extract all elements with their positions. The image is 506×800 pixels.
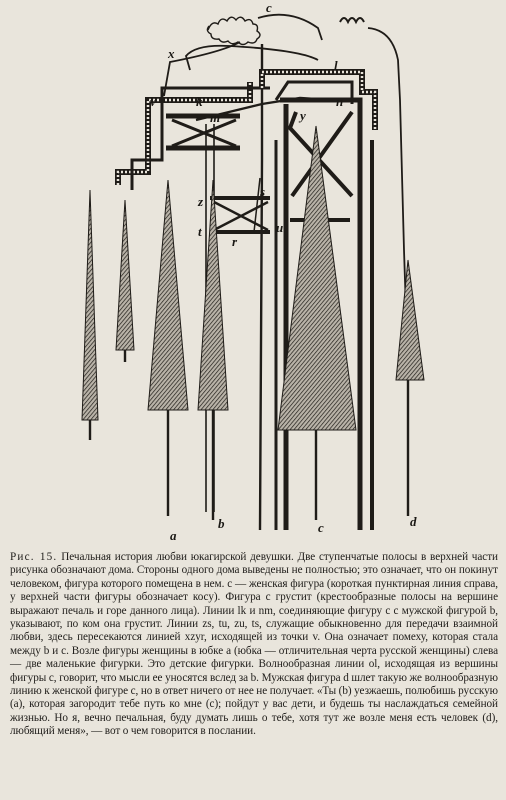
figure-a-body — [148, 180, 188, 410]
label-x: x — [168, 46, 175, 61]
label-c-bottom: c — [318, 520, 324, 535]
label-t: t — [198, 224, 202, 239]
figure-b-body — [198, 180, 228, 410]
label-n: n — [336, 94, 344, 109]
figure-c-body — [278, 126, 356, 430]
caption-text: Печальная история любви юкагирской девушки. Две ступенчатые полосы в верхней части рисунка обозначают дома. Стороны одного дома выведены не полностью; это означает, что он покинут человеком, фигура которого помещена в нем. c — женская фигура (короткая пунктирная линия справа, у верхней части фигуры обозначает косу). Фигура c грустит (крестообразные полосы на вершине выражают печаль и горе данного лица). Линии lk и nm, соединяющие фигуру c с мужской фигурой b, указывают, по ком она грустит. Линии zs, tu, zu, ts, служащие обыкновенно для передачи взаимной любви, здесь пересекаются линией xzyr, исходящей из точки v. Она означает помеху, которая стала между b и c. Возле фигуры женщины в юбке a (юбка — отличительная черта русской женщины) слева — две маленькие фигурки. Это детские фигурки. Волнообразная линии ol, исходящая из вершины фигуры c, говорит, что мысли ее уносятся вслед за b. Мужская фигура d шлет такую же волнообразную линию к женской фигуре c, но в ответ ничего от нее не получает. «Ты (b) уезжаешь, полюбишь русскую (a), которая загородит тебе путь ко мне (c); пойдут у вас дети, и будешь ты наслаждаться семейной жизнью. Но я, вечно печальная, буду думать лишь о тебе, хотя тут же возле меня есть человек (d), любящий меня», — вот о чем говорится в послании. — [10, 551, 498, 738]
child-figure-right — [116, 200, 134, 350]
label-a: a — [170, 528, 177, 543]
label-u: u — [276, 220, 284, 235]
label-l: l — [334, 58, 338, 73]
house-left — [118, 82, 270, 190]
label-m: m — [210, 110, 221, 125]
figure-number: Рис. 15. — [10, 551, 58, 563]
figure-caption — [10, 551, 498, 739]
label-z: z — [198, 194, 204, 209]
label-y: y — [300, 108, 306, 123]
caption-paragraph — [10, 551, 498, 739]
cloud-scribble — [207, 17, 364, 44]
label-d: d — [410, 514, 417, 529]
label-k: k — [196, 94, 203, 109]
label-b: b — [218, 516, 225, 531]
child-figure-left — [82, 190, 98, 420]
label-s: s — [260, 184, 266, 199]
label-v: v — [150, 94, 156, 109]
label-c-top: c — [266, 0, 272, 15]
figure-d-body — [396, 260, 424, 380]
label-r: r — [232, 234, 238, 249]
